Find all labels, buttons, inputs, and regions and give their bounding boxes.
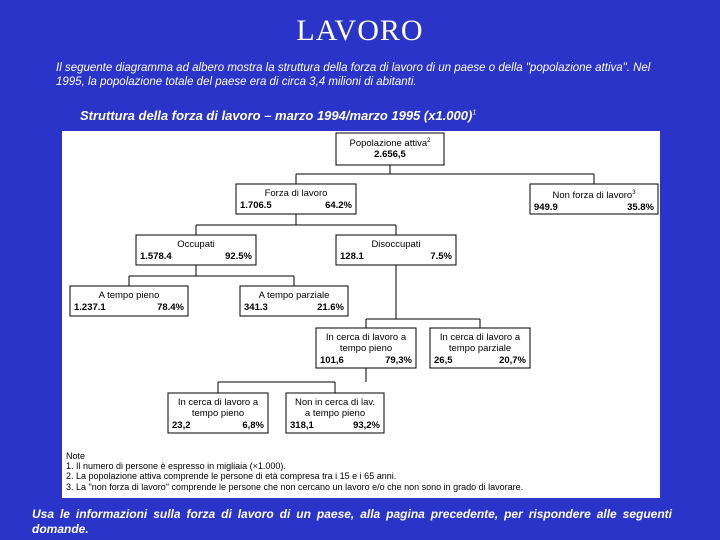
connector-forza xyxy=(196,214,396,235)
node-nonforza-sup: 3 xyxy=(632,190,636,196)
node-disoccupati-value: 128.1 xyxy=(340,251,364,262)
node-cerca-pieno-pct: 79,3% xyxy=(385,355,412,366)
note-2: 2. La popolazione attiva comprende le persone di età compresa tra i 15 e i 65 anni. xyxy=(66,471,397,482)
footer-instructions: Usa le informazioni sulla forza di lavoro di un paese, alla pagina precedente, per rispondere alle seguenti domande. xyxy=(32,507,672,536)
node-non-cerca-pct: 93,2% xyxy=(353,420,380,431)
node-pieno-value: 1.237.1 xyxy=(74,302,106,313)
node-cerca-parziale xyxy=(430,332,530,366)
node-nonforza-pct: 35.8% xyxy=(627,202,654,214)
notes-heading: Note xyxy=(66,451,86,461)
node-cerca-parziale-pct: 20,7% xyxy=(499,355,526,366)
node-nonforza-label: Non forza di lavoro xyxy=(552,190,633,202)
node-cerca-parziale-value: 26,5 xyxy=(434,355,453,366)
intro-text: Il seguente diagramma ad albero mostra la struttura della forza di lavoro di un paese o della "popolazione attiva". Nel 1995, la popolazione totale del paese era di circa 3,4 milioni di abitanti. xyxy=(56,62,651,88)
node-popolazione xyxy=(336,136,444,160)
node-cerca-pieno xyxy=(316,332,416,366)
node-non-cerca-value: 318,1 xyxy=(290,420,314,431)
diagram-subtitle-text: Struttura della forza di lavoro – marzo 1994/marzo 1995 (x1.000) xyxy=(80,108,473,123)
node-non-cerca-label2: a tempo pieno xyxy=(304,408,366,419)
connector-occupati xyxy=(129,265,294,286)
node-pieno-label: A tempo pieno xyxy=(98,290,160,301)
node-forza-label: Forza di lavoro xyxy=(264,188,328,199)
node-non-cerca xyxy=(286,397,384,431)
node-cerca-pieno2-value: 23,2 xyxy=(172,420,191,431)
node-cerca-parziale-label1: In cerca di lavoro a xyxy=(439,332,521,343)
node-pieno-pct: 78.4% xyxy=(157,302,184,313)
notes xyxy=(66,451,523,492)
connector-root xyxy=(296,165,594,184)
tree-diagram xyxy=(62,131,660,498)
node-occupati-label: Occupati xyxy=(177,239,215,250)
node-nonforza xyxy=(530,188,658,213)
page-title: LAVORO xyxy=(296,14,424,47)
node-disoccupati-pct: 7.5% xyxy=(430,251,452,262)
node-cerca-pieno2 xyxy=(168,397,268,431)
node-occupati-pct: 92.5% xyxy=(225,251,252,262)
node-parziale-value: 341.3 xyxy=(244,302,268,313)
node-cerca-pieno2-label1: In cerca di lavoro a xyxy=(177,397,259,408)
node-parziale xyxy=(240,290,348,313)
tree-lines xyxy=(62,131,660,498)
node-popolazione-sup: 2 xyxy=(427,138,431,144)
subtitle-footnote-ref: 1 xyxy=(472,109,477,117)
note-1: 1. Il numero di persone è espresso in migliaia (×1.000). xyxy=(66,461,286,472)
node-parziale-label: A tempo parziale xyxy=(258,290,330,301)
node-forza-value: 1.706.5 xyxy=(240,200,272,211)
node-cerca-pieno-label1: In cerca di lavoro a xyxy=(325,332,407,343)
connector-disoccupati xyxy=(366,265,480,328)
node-cerca-pieno-value: 101,6 xyxy=(320,355,344,366)
node-disoccupati xyxy=(336,239,456,262)
node-cerca-parziale-label2: tempo parziale xyxy=(448,343,512,354)
node-pieno xyxy=(70,290,188,313)
node-forza-pct: 64.2% xyxy=(325,200,352,211)
node-cerca-pieno-label2: tempo pieno xyxy=(339,343,393,354)
node-popolazione-value: 2.656,5 xyxy=(374,149,406,161)
node-disoccupati-label: Disoccupati xyxy=(371,239,421,250)
diagram-subtitle xyxy=(80,108,476,123)
node-cerca-pieno2-pct: 6,8% xyxy=(242,420,264,431)
node-forza xyxy=(236,188,356,211)
node-cerca-pieno2-label2: tempo pieno xyxy=(191,408,245,419)
node-occupati xyxy=(136,239,256,262)
node-popolazione-label: Popolazione attiva xyxy=(349,138,428,150)
note-3: 3. La "non forza di lavoro" comprende le persone che non cercano un lavoro e/o che non sono in grado di lavorare. xyxy=(66,481,524,492)
node-occupati-value: 1.578.4 xyxy=(140,251,172,262)
connector-cerca-pieno xyxy=(218,368,366,393)
node-parziale-pct: 21.6% xyxy=(317,302,344,313)
node-nonforza-value: 949.9 xyxy=(534,202,558,214)
node-non-cerca-label1: Non in cerca di lav. xyxy=(294,397,376,408)
